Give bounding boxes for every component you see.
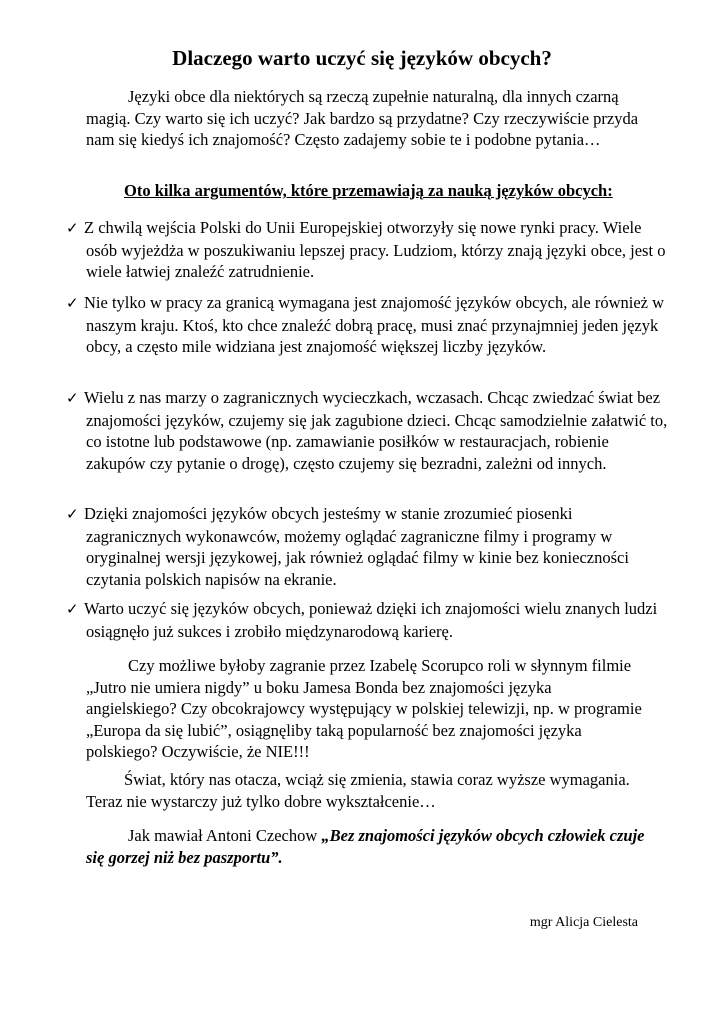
- intro-paragraph: Języki obce dla niektórych są rzeczą zupełnie naturalną, dla innych czarną magią. Czy warto się ich uczyć? Jak bardzo są przydatne? Czy rzeczywiście przyda nam się kiedyś ich znajomość? Często zadajemy sobie te i podobne pytania…: [86, 87, 639, 149]
- argument-text-1: Z chwilą wejścia Polski do Unii Europejskiej otworzyły się nowe rynki pracy. Wiele osób wyjeżdża w poszukiwaniu lepszej pracy. Ludziom, którzy znają języki obce, jest o wiele łatwiej znaleźć zatrudnienie.: [84, 218, 666, 281]
- question-paragraph: Czy możliwe byłoby zagranie przez Izabelę Scorupco roli w słynnym filmie „Jutro nie umiera nigdy” u boku Jamesa Bonda bez znajomości języka angielskiego? Czy obcokrajowcy występujący w polskiej telewizji, np. w programie „Europa da się lubić”, osiągnęliby taką popularność bez znajomości języka polskiego? Oczywiście, że NIE!!!: [86, 656, 642, 761]
- checkmark-icon: ✓: [66, 219, 79, 237]
- checkmark-icon: ✓: [66, 294, 79, 312]
- argument-item-2: [64, 292, 670, 358]
- argument-text-2: Nie tylko w pracy za granicą wymagana jest znajomość języków obcych, ale również w naszym kraju. Ktoś, kto chce znaleźć dobrą pracę, musi znać przynajmniej jeden język obcy, a często mile widziana jest znajomość większej liczby języków.: [84, 293, 665, 356]
- checkmark-icon: ✓: [66, 505, 79, 523]
- argument-text-4: Dzięki znajomości języków obcych jesteśmy w stanie zrozumieć piosenki zagranicznych wykonawców, możemy oglądać zagraniczne filmy i programy w oryginalnej wersji językowej, jak również oglądać filmy w kinie bez konieczności czytania polskich napisów na ekranie.: [84, 504, 629, 589]
- argument-item-4: [64, 503, 670, 590]
- heading-underline-indent: [86, 180, 124, 202]
- checkmark-icon: ✓: [66, 389, 79, 407]
- author-signature: mgr Alicja Cielesta: [529, 915, 638, 930]
- arguments-heading-text: Oto kilka argumentów, które przemawiają za nauką języków obcych:: [124, 181, 613, 200]
- argument-item-5: [64, 598, 670, 642]
- arguments-heading: [86, 180, 646, 202]
- page-title: Dlaczego warto uczyć się języków obcych?: [172, 46, 552, 70]
- chekhov-quote: „Bez znajomości języków obcych człowiek czuje się gorzej niż bez paszportu”.: [86, 826, 645, 867]
- world-paragraph: Świat, który nas otacza, wciąż się zmienia, stawia coraz wyższe wymagania. Teraz nie wystarczy już tylko dobre wykształcenie…: [86, 770, 630, 811]
- argument-item-1: [64, 217, 670, 283]
- quote-intro: Jak mawiał Antoni Czechow: [128, 826, 322, 845]
- argument-text-3: Wielu z nas marzy o zagranicznych wycieczkach, wczasach. Chcąc zwiedzać świat bez znajomości języków, czujemy się jak zagubione dzieci. Chcąc samodzielnie załatwić to, co istotne lub podstawowe (np. zamawianie posiłków w restauracjach, robienie zakupów czy pytanie o drogę), często czujemy się bezradni, zależni od innych.: [84, 388, 668, 473]
- argument-text-5: Warto uczyć się języków obcych, ponieważ dzięki ich znajomości wielu znanych ludzi osiągnęło już sukces i zrobiło międzynarodową karierę.: [84, 599, 658, 641]
- checkmark-icon: ✓: [66, 600, 79, 618]
- quote-paragraph: [86, 825, 646, 868]
- argument-item-3: [64, 387, 670, 474]
